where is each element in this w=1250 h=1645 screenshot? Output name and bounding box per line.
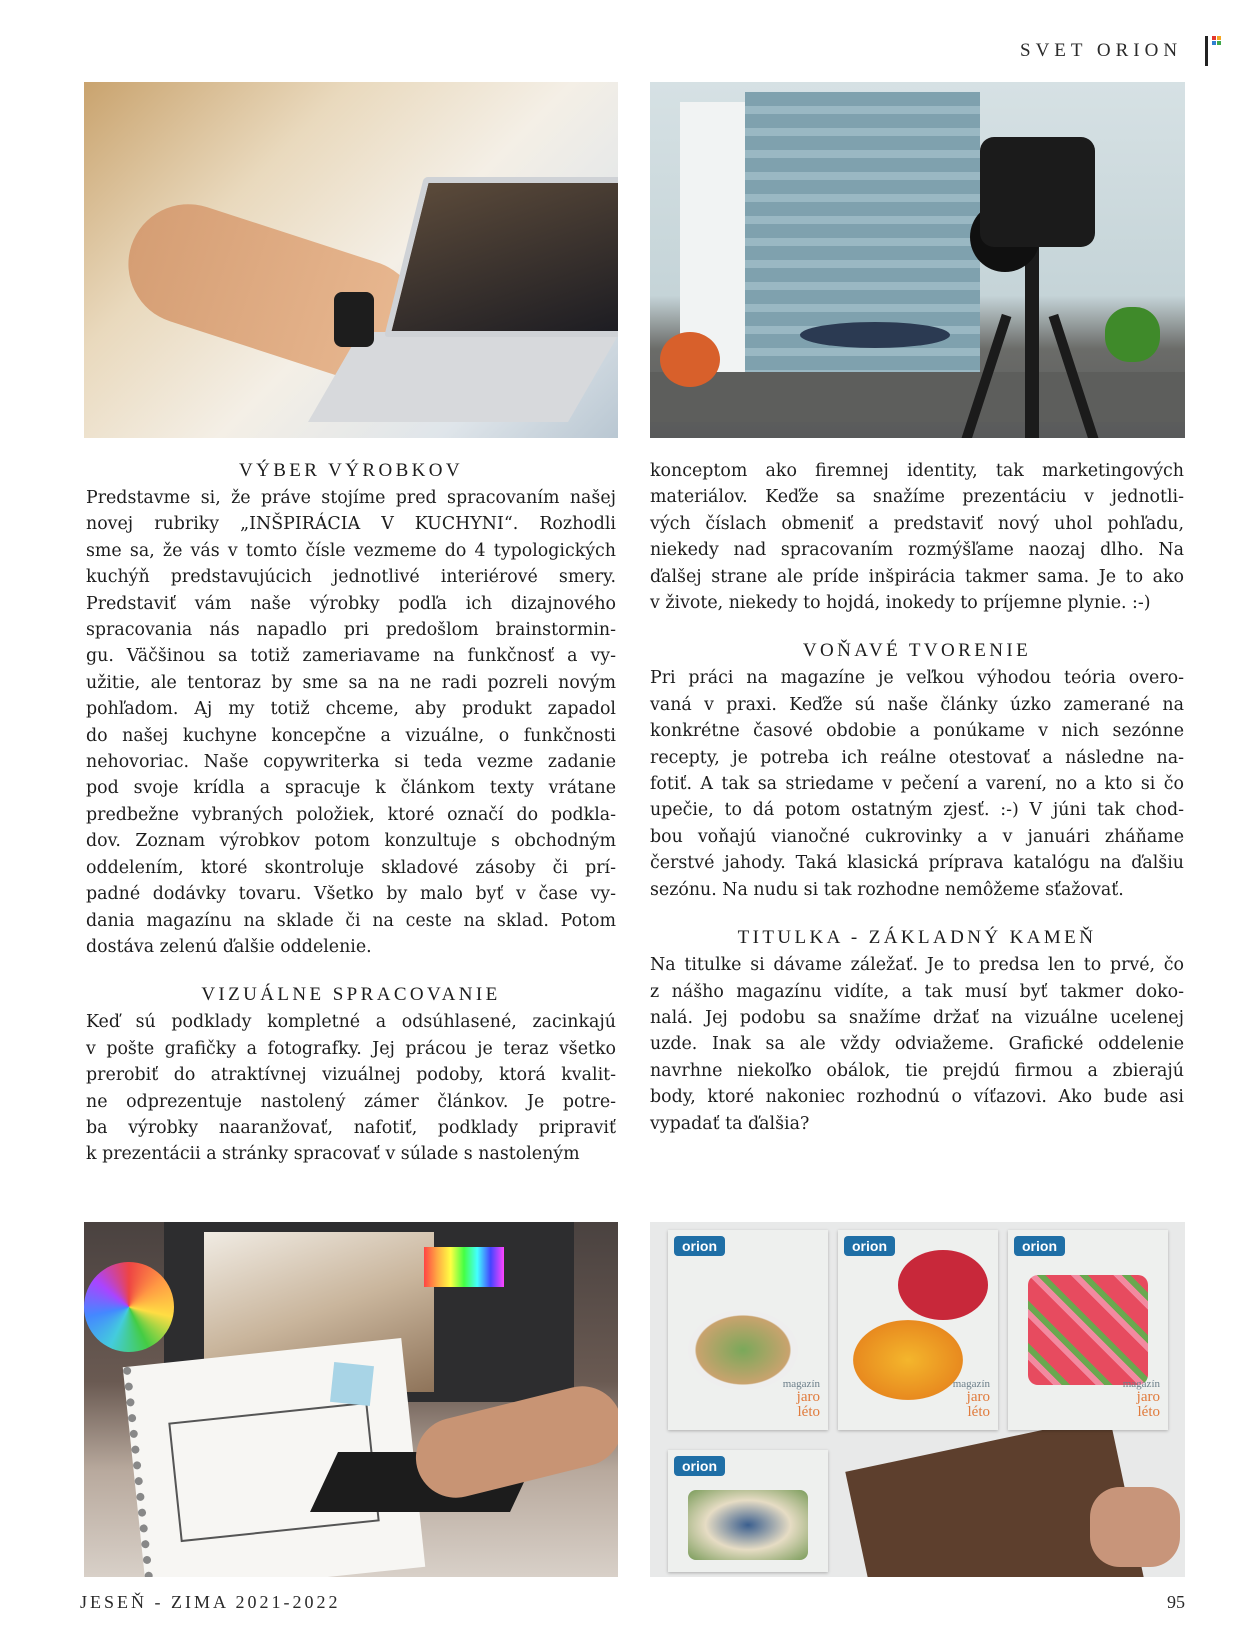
magazine-cover [668,1450,828,1572]
section-label: SVET ORION [1020,40,1183,61]
text-line: Predstavme si, že práve stojíme pred spracovaním našej [86,488,616,508]
text-line: z nášho magazínu vidíte, a tak musí byť takmer doko- [650,981,1184,1002]
cover-tag: magazín [1122,1378,1160,1390]
section-heading: TITULKA - ZÁKLADNÝ KAMEŇ [737,927,1097,949]
section-heading: VIZUÁLNE SPRACOVANIE [201,984,501,1006]
magazine-cover [838,1230,998,1430]
office-laptop-photo [84,82,618,438]
text-line: sezónu. Na nudu si tak rozhodne nemôžeme sťažovať. [650,879,1124,900]
text-line: vaná v praxi. Keďže sú naše články úzko zamerané na [650,694,1184,715]
magazine-cover [1008,1230,1168,1430]
text-line: pohľadom. Aj my totiž chceme, aby produkt zapadol [86,699,616,720]
text-line: pod svoje krídla a spracuje k článkom texty vrátane [86,778,616,799]
cover-tag: jaro [796,1389,820,1405]
text-line: nalá. Jej podobu sa snažíme držať na vizuálne ucelenej [650,1007,1184,1028]
text-line: dov. Zoznam výrobkov potom konzultuje s obchodným [86,831,616,852]
paragraph [650,665,1184,903]
text-line: Na titulke si dávame záležať. Je to predsa len to prvé, čo [650,955,1184,976]
text-line: prerobiť do atraktívnej vizuálnej podoby, ktorá kvalit- [86,1065,616,1086]
cover-tag: jaro [1136,1389,1160,1405]
text-line: bou voňajú vianočné cukrovinky a v januári zháňame [650,826,1184,847]
section-heading: VÝBER VÝROBKOV [238,460,464,481]
article-left-column [86,458,616,1168]
text-line: vých číslach obmeniť a predstaviť nový uhol pohľadu, [650,513,1184,534]
paragraph [650,458,1184,616]
cover-tag: léto [797,1404,820,1420]
text-line: uzde. Inak sa ale vždy odviažeme. Grafické oddelenie [650,1034,1184,1055]
text-line: ba výrobky naaranžovať, nafotiť, podklady pripraviť [86,1117,616,1138]
cover-tag: jaro [966,1389,990,1405]
text-line: sme sa, že vás v tomto čísle vezmeme do 4 typologických [86,540,616,561]
cover-tag: léto [1137,1404,1160,1420]
text-line: kuchýň predstavujúcich jednotlivé interiérové smery. [86,567,616,588]
text-line: padné dodávky tovaru. Všetko by malo byť v čase vy- [86,884,616,905]
text-line: recepty, je potreba ich reálne otestovať a následne na- [650,747,1184,768]
designer-sketch-photo [84,1222,618,1577]
text-line: predbežne vybraných položiek, ktoré označí do podkla- [86,804,616,825]
magazine-cover [668,1230,828,1430]
text-line: fotiť. A tak sa striedame v pečení a varení, no a kto si čo [650,774,1184,795]
page-number: 95 [1167,1592,1185,1612]
orion-logo: orion [1014,1236,1065,1256]
color-wheel-icon [84,1262,174,1352]
section-heading: VOŇAVÉ TVORENIE [802,640,1032,662]
orion-logo: orion [674,1236,725,1256]
orion-logo: orion [674,1456,725,1476]
paragraph [86,1009,616,1167]
cover-tag: magazín [952,1378,990,1390]
paragraph [86,485,616,960]
brand-dots-icon [1212,36,1222,46]
text-line: konkrétne časové obdobie a ponúkame v nich sezónne [650,721,1184,742]
text-line: v pošte grafičky a fotografky. Jej prácou je teraz všetko [86,1038,616,1059]
text-line: dostáva zelenú ďalšie oddelenie. [86,936,372,957]
magazine-covers-photo [650,1222,1185,1577]
text-line: nehovoriac. Naše copywriterka si teda vezme zadanie [86,752,616,773]
text-line: konceptom ako firemnej identity, tak marketingových [650,461,1184,481]
header-bar [1205,36,1208,66]
cover-tag: léto [967,1404,990,1420]
text-line: novej rubriky „INŠPIRÁCIA V KUCHYNI“. Rozhodli [86,514,616,535]
cover-tag: magazín [782,1378,820,1390]
text-line: materiálov. Keďže sa snažíme prezentáciu v jednotli- [650,487,1184,508]
text-line: k prezentácii a stránky spracovať v súlade s nastoleným [86,1144,580,1165]
orion-logo: orion [844,1236,895,1256]
text-line: čerstvé jahody. Taká klasická príprava katalógu na ďalšiu [650,853,1184,874]
text-line: Predstaviť vám naše výrobky podľa ich dizajnového [86,593,616,614]
text-line: spracovania nás napadlo pri predošlom brainstormin- [86,620,616,641]
text-line: užitie, ale tentoraz by sme sa na ne radi pozreli novým [86,672,616,693]
text-line: body, ktoré nakoniec rozhodnú o víťazovi. Ako bude asi [650,1087,1184,1108]
text-line: navrhne niekoľko obálok, tie prejdú firmou a zbierajú [650,1060,1184,1081]
text-line: dania magazínu na sklade či na ceste na sklad. Potom [86,910,616,931]
text-line: vypadať ta ďalšia? [650,1113,810,1134]
text-line: ne odprezentuje nastolený zámer článkov. Je potre- [86,1091,616,1112]
text-line: Keď sú podklady kompletné a odsúhlasené, zacinkajú [86,1012,616,1033]
text-line: niekedy nad spracovaním rozmýšľame naozaj dlho. Na [650,540,1184,561]
issue-label: JESEŇ - ZIMA 2021-2022 [80,1592,341,1612]
text-line: do našej kuchyne koncepčne a vizuálne, o funkčnosti [86,725,616,746]
text-line: ďalšej strane ale príde inšpirácia takmer sama. Je to ako [650,566,1184,587]
paragraph [650,952,1184,1137]
text-line: upečie, to dá potom ostatným zjesť. :-) V júni tak chod- [650,800,1184,821]
text-line: v živote, niekedy to hojdá, inokedy to príjemne plynie. :-) [650,593,1151,614]
article-right-column [650,458,1184,1137]
text-line: oddelením, ktoré skontroluje skladové zásoby či prí- [86,857,616,878]
text-line: gu. Väčšinou sa totiž zameriavame na funkčnosť a vy- [86,646,616,667]
text-line: Pri práci na magazíne je veľkou výhodou teória overo- [650,668,1184,689]
camera-tripod-photo [650,82,1185,438]
